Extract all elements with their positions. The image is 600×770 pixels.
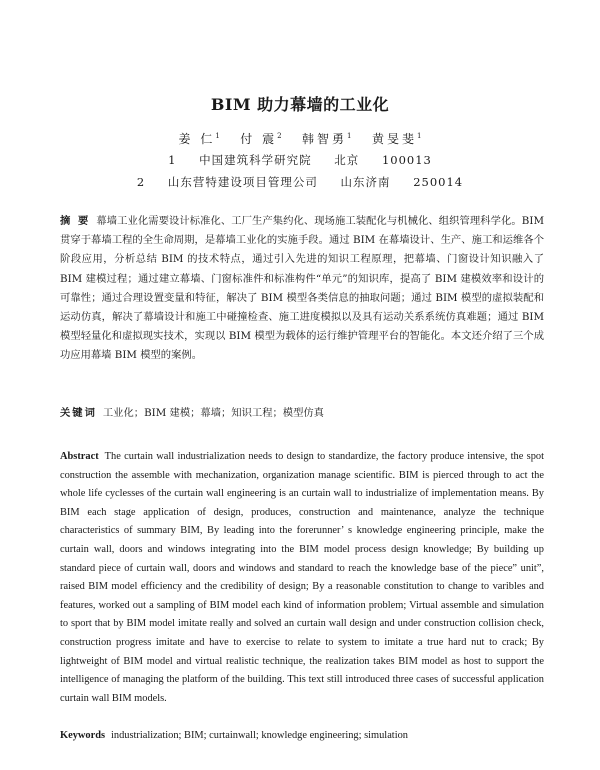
keywords-english-text: industrialization; BIM; curtainwall; knowledge engineering; simulation [111, 730, 408, 741]
author-name: 韩智勇 [302, 132, 348, 146]
affiliation-number: 2 [136, 175, 146, 189]
affiliation-city: 北京 [334, 153, 360, 167]
abstract-english-text: The curtain wall industrialization needs to design to standardize, the factory produce intensive, the spot construction the assemble with mechanization, organization manage scientific. BIM is pierced through to act the whole life cyclesses of the curtain wall engineering is an curtain wall to industrialize of implementation means. By BIM each stage application of design, produces, construction and maintenance, analyze the technique characteristics of summary BIM, By leading into the forerunner’ s knowledge engineering principle, make the curtain wall, doors and windows integrating into the BIM model process design knowledge; By building up standard piece of curtain wall, doors and windows and standard to reach the knowledge base of the piece” unit”, raised BIM model efficiency and the credibility of design; By a reasonable constitution to change to varibles and features, worked out a sampling of BIM model each kind of information problem; Virtual assemble and simulation to sport that by BIM model imitate really and solved an curtain wall design and under construction collision check, construction progress imitate and have to exercise to relate to system to imitate a true hard nut to crack; By lightweight of BIM model and virtual realistic technique, the realization takes BIM model as host to support the intelligence of managing the platform of the building. This text still introduced three cases of successful application curtain wall BIM models. [60, 451, 544, 704]
author-name: 黄旻斐 [371, 132, 417, 146]
author-affil-mark: 1 [215, 132, 220, 140]
abstract-chinese [60, 212, 544, 366]
author-name: 付 震 [240, 132, 278, 146]
keywords-chinese-label: 关键词 [60, 407, 97, 419]
paper-title: BIM 助力幕墙的工业化 [210, 95, 390, 114]
abstract-chinese-label: 摘 要 [60, 215, 91, 227]
abstract-english-label: Abstract [60, 451, 99, 462]
affiliation-line [0, 174, 600, 190]
author-affil-mark: 1 [347, 132, 352, 140]
author-list [0, 130, 600, 147]
affiliation-number: 1 [168, 153, 177, 167]
keywords-english-label: Keywords [60, 730, 106, 741]
abstract-english [60, 448, 544, 708]
affiliation-org: 山东营特建设项目管理公司 [167, 175, 318, 189]
author-name: 姜 仁 [178, 132, 216, 146]
keywords-chinese-text: 工业化；BIM 建模；幕墙；知识工程；模型仿真 [102, 407, 324, 419]
affiliation-zip: 100013 [381, 153, 432, 167]
keywords-chinese [60, 404, 544, 419]
keywords-english [60, 730, 544, 741]
affiliation-zip: 250014 [413, 175, 464, 189]
author-affil-mark: 1 [416, 132, 422, 140]
affiliation-org: 中国建筑科学研究院 [199, 153, 312, 167]
author-affil-mark: 2 [277, 132, 282, 140]
affiliation-city: 山东济南 [340, 175, 391, 189]
affiliation-line [0, 152, 600, 168]
abstract-chinese-text: 幕墙工业化需要设计标准化、工厂生产集约化、现场施工装配化与机械化、组织管理科学化。BIM贯穿于幕墙工程的全生命周期，是幕墙工业化的实施手段。通过 BIM 在幕墙设计、生产、施工和运维各个阶段应用，分析总结 BIM 的技术特点，通过引入先进的知识工程原理，把幕墙、门窗设计知识融入了 BIM 建模过程；通过建立幕墙、门窗标准件和标准构件“单元”的知识库，提高了 BIM 建模效率和设计的可靠性；通过合理设置变量和特征，解决了 BIM 模型各类信息的抽取问题；通过 BIM 模型的虚拟装配和运动仿真，解决了幕墙设计和施工中碰撞检查、施工进度模拟以及具有运动关系系统仿真难题；通过 BIM 模型轻量化和虚拟现实技术，实现以 BIM 模型为载体的运行维护管理平台的智能化。本文还介绍了三个成功应用幕墙 BIM 模型的案例。 [60, 215, 544, 362]
